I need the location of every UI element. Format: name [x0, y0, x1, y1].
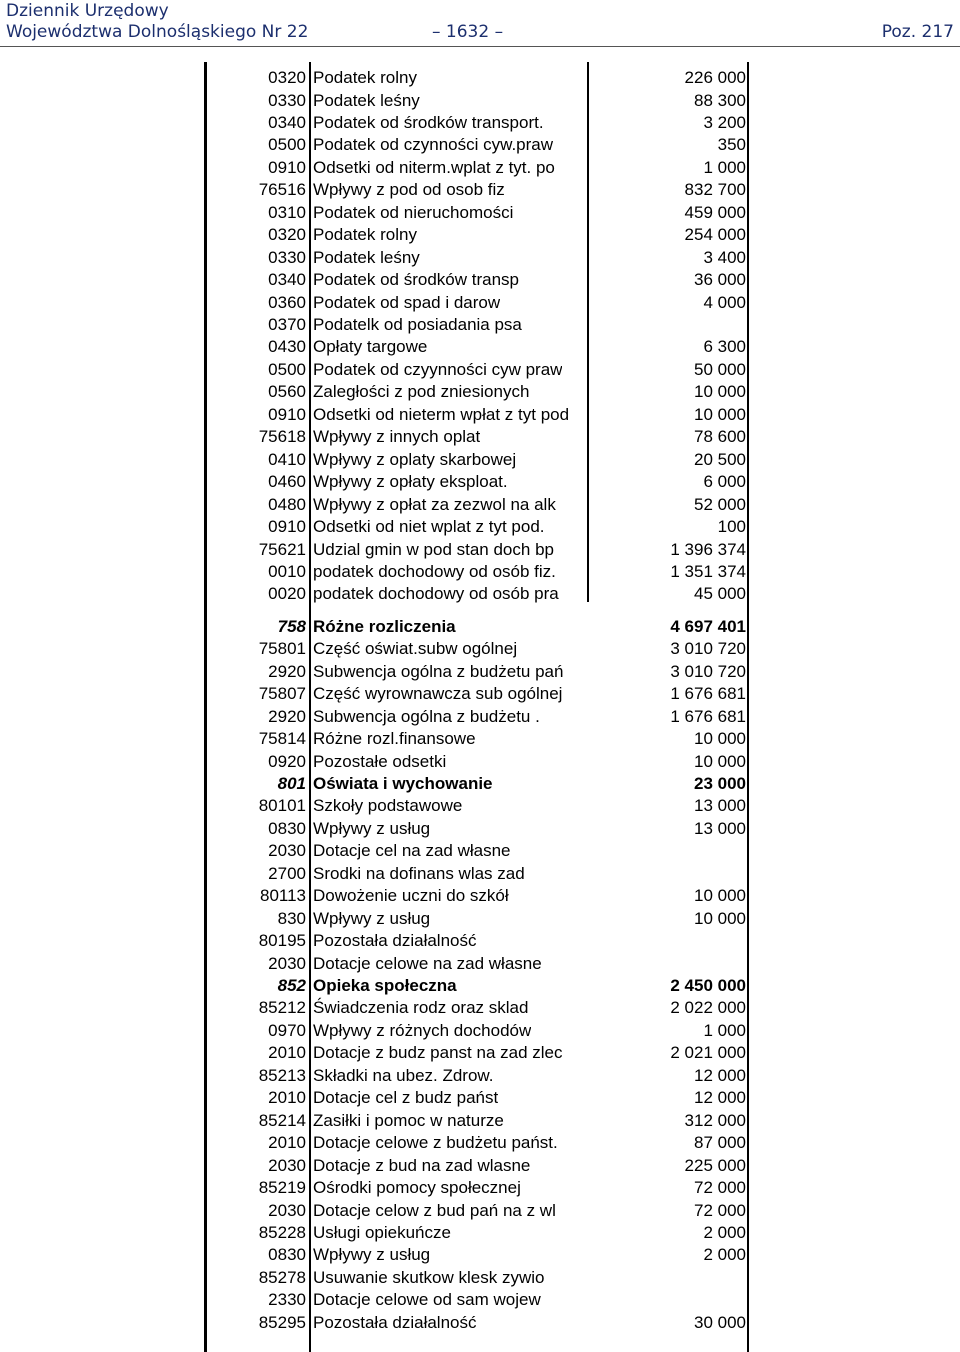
row-amount: 30 000 — [694, 1312, 746, 1332]
row-label: Dotacje z budz panst na zad zlec — [313, 1043, 563, 1063]
row-label: Podatek od czynności cyw.praw — [313, 135, 554, 155]
row-label: Usuwanie skutkow klesk zywio — [313, 1267, 545, 1287]
row-amount: 1 676 681 — [670, 684, 746, 704]
row-amount: 3 010 720 — [670, 661, 746, 681]
row-label: Wpływy z opłaty eksploat. — [313, 472, 508, 492]
journal-subtitle: Województwa Dolnośląskiego Nr 22 — [6, 22, 309, 42]
table-row — [0, 291, 960, 314]
row-label: Podatek leśny — [313, 90, 420, 110]
table-row — [0, 750, 960, 773]
table-row — [0, 1041, 960, 1064]
row-label: Pozostała działalność — [313, 931, 477, 951]
row-amount: 1 351 374 — [670, 561, 746, 581]
row-code: 2030 — [268, 841, 306, 861]
row-label: Oświata i wychowanie — [313, 773, 493, 793]
row-amount: 1 000 — [703, 1020, 746, 1040]
row-label: Ośrodki pomocy społecznej — [313, 1178, 521, 1197]
row-code: 0010 — [268, 561, 306, 581]
table-row — [0, 727, 960, 750]
row-label: Opieka społeczna — [313, 976, 457, 995]
table-row — [0, 313, 960, 336]
row-code: 75618 — [258, 427, 306, 447]
row-code: 0330 — [268, 247, 306, 267]
row-label: Podatek rolny — [313, 68, 417, 87]
row-label: Wpływy z różnych dochodów — [313, 1020, 532, 1040]
row-amount: 4 000 — [703, 292, 746, 312]
row-label: Odsetki od niterm.wplat z tyt. po — [313, 157, 555, 177]
row-label: Wpływy z opłat za zezwol na alk — [313, 494, 556, 514]
table-row — [0, 1243, 960, 1266]
row-amount: 350 — [717, 135, 746, 155]
table-row — [0, 1131, 960, 1154]
row-amount: 225 000 — [684, 1155, 746, 1175]
row-amount: 832 700 — [684, 180, 746, 200]
table-row — [0, 1288, 960, 1311]
row-label: Dotacje celowe na zad własne — [313, 953, 542, 973]
row-label: Podatek od nieruchomości — [313, 202, 514, 222]
row-amount: 1 000 — [703, 157, 746, 177]
table-row — [0, 246, 960, 269]
row-label: Dotacje celowe od sam wojew — [313, 1290, 541, 1310]
row-label: Podatelk od posiadania psa — [313, 314, 522, 334]
row-code: 0500 — [268, 359, 306, 379]
row-label: podatek dochodowy od osób pra — [313, 584, 559, 604]
row-code: 0920 — [268, 751, 306, 771]
row-code: 0310 — [268, 202, 306, 222]
row-code: 2920 — [268, 661, 306, 681]
table-row — [0, 156, 960, 179]
row-label: Wpływy z pod od osob fiz — [313, 180, 505, 200]
row-label: Pozostałe odsetki — [313, 751, 447, 771]
table-row — [0, 884, 960, 907]
row-amount: 87 000 — [694, 1133, 746, 1153]
table-row — [0, 929, 960, 952]
table-row — [0, 862, 960, 885]
row-amount: 13 000 — [694, 818, 746, 838]
table-row — [0, 89, 960, 112]
row-amount: 72 000 — [694, 1200, 746, 1220]
row-code: 85219 — [258, 1178, 306, 1197]
position-number: Poz. 217 — [881, 22, 954, 42]
table-row — [0, 582, 960, 605]
row-code: 85213 — [258, 1065, 306, 1085]
row-amount: 1 396 374 — [670, 539, 746, 559]
row-label: Część oświat.subw ogólnej — [313, 639, 518, 659]
table-row — [0, 907, 960, 930]
row-label: Dowożenie uczni do szkół — [313, 886, 509, 906]
row-label: Składki na ubez. Zdrow. — [313, 1065, 494, 1085]
row-label: Podatek od środków transp — [313, 270, 520, 289]
row-amount: 88 300 — [694, 90, 746, 110]
table-row — [0, 682, 960, 705]
table-row — [0, 111, 960, 134]
row-label: Subwencja ogólna z budżetu . — [313, 706, 540, 726]
row-code: 0910 — [268, 157, 306, 177]
row-label: Podatek od czyynności cyw praw — [313, 359, 563, 379]
row-code: 0370 — [268, 314, 306, 334]
table-row — [0, 268, 960, 291]
table-row — [0, 705, 960, 728]
row-amount: 52 000 — [694, 494, 746, 514]
row-code: 2330 — [268, 1290, 306, 1310]
table-row — [0, 201, 960, 224]
row-code: 85278 — [258, 1267, 306, 1287]
row-code: 0910 — [268, 404, 306, 424]
row-amount: 226 000 — [684, 68, 746, 87]
table-row — [0, 839, 960, 862]
row-label: Wpływy z oplaty skarbowej — [313, 449, 517, 469]
table-row — [0, 952, 960, 975]
table-row — [0, 637, 960, 660]
row-label: Różne rozl.finansowe — [313, 729, 476, 748]
row-amount: 10 000 — [694, 886, 746, 906]
row-label: Dotacje celow z bud pań na z wl — [313, 1200, 556, 1220]
row-code: 85295 — [258, 1312, 306, 1332]
row-amount: 13 000 — [694, 796, 746, 816]
row-code: 0970 — [268, 1020, 306, 1040]
row-code: 2010 — [268, 1133, 306, 1153]
row-label: Część wyrownawcza sub ogólnej — [313, 684, 563, 704]
page-number: – 1632 – — [432, 22, 504, 42]
row-code: 76516 — [258, 180, 306, 200]
row-code: 2010 — [268, 1043, 306, 1063]
row-code: 2700 — [268, 863, 306, 883]
row-amount: 3 200 — [703, 112, 746, 132]
row-amount: 312 000 — [684, 1110, 746, 1130]
row-code: 0480 — [268, 494, 306, 514]
row-amount: 36 000 — [694, 270, 746, 289]
table-row — [0, 403, 960, 426]
row-code: 75621 — [258, 539, 306, 559]
row-code: 80101 — [258, 796, 306, 816]
table-row — [0, 178, 960, 201]
row-amount: 23 000 — [694, 773, 746, 793]
table-row — [0, 223, 960, 246]
table-row — [0, 1086, 960, 1109]
row-amount: 3 010 720 — [670, 639, 746, 659]
table-row — [0, 425, 960, 448]
row-amount: 3 400 — [703, 247, 746, 267]
row-label: Szkoły podstawowe — [313, 796, 463, 816]
row-label: Zaległości z pod zniesionych — [313, 382, 530, 402]
row-label: podatek dochodowy od osób fiz. — [313, 561, 556, 581]
table-row — [0, 358, 960, 381]
row-code: 85228 — [258, 1223, 306, 1242]
row-label: Subwencja ogólna z budżetu pań — [313, 661, 564, 681]
row-amount: 10 000 — [694, 729, 746, 748]
row-amount: 2 022 000 — [670, 998, 746, 1018]
table-row — [0, 538, 960, 561]
row-label: Świadczenia rodz oraz sklad — [313, 998, 529, 1018]
row-amount: 100 — [717, 517, 746, 536]
row-label: Podatek od środków transport. — [313, 112, 544, 132]
table-row — [0, 1019, 960, 1042]
table-row — [0, 1266, 960, 1289]
row-code: 830 — [277, 908, 306, 928]
row-label: Podatek rolny — [313, 225, 417, 245]
table-row — [0, 1064, 960, 1087]
row-code: 0910 — [268, 517, 306, 536]
row-code: 0020 — [268, 584, 306, 604]
table-row — [0, 66, 960, 89]
row-amount: 10 000 — [694, 404, 746, 424]
row-label: Podatek leśny — [313, 247, 420, 267]
row-code: 2030 — [268, 1155, 306, 1175]
table-row — [0, 515, 960, 538]
row-label: Opłaty targowe — [313, 337, 428, 357]
table-row — [0, 1109, 960, 1132]
row-amount: 10 000 — [694, 382, 746, 402]
row-code: 85214 — [258, 1110, 306, 1130]
row-label: Wpływy z innych oplat — [313, 427, 481, 447]
row-label: Usługi opiekuńcze — [313, 1223, 451, 1242]
row-label: Srodki na dofinans wlas zad — [313, 863, 525, 883]
table-row — [0, 380, 960, 403]
table-row — [0, 660, 960, 683]
row-amount: 2 000 — [703, 1245, 746, 1265]
table-row — [0, 560, 960, 583]
row-code: 0360 — [268, 292, 306, 312]
row-label: Różne rozliczenia — [313, 616, 456, 636]
row-label: Udzial gmin w pod stan doch bp — [313, 539, 554, 559]
table-row — [0, 493, 960, 516]
row-amount: 10 000 — [694, 908, 746, 928]
row-amount: 12 000 — [694, 1088, 746, 1108]
row-amount: 2 000 — [703, 1223, 746, 1242]
row-code: 75807 — [258, 684, 306, 704]
row-label: Dotacje celowe z budżetu państ. — [313, 1133, 558, 1153]
row-label: Dotacje cel z budz państ — [313, 1088, 499, 1108]
row-amount: 2 450 000 — [670, 976, 746, 995]
row-amount: 78 600 — [694, 427, 746, 447]
table-row — [0, 794, 960, 817]
table-row — [0, 974, 960, 997]
table-row — [0, 448, 960, 471]
table-row — [0, 996, 960, 1019]
table-row — [0, 772, 960, 795]
table-row — [0, 470, 960, 493]
row-amount: 254 000 — [684, 225, 746, 245]
row-amount: 20 500 — [694, 449, 746, 469]
row-code: 2010 — [268, 1088, 306, 1108]
table-row — [0, 1221, 960, 1244]
table-row — [0, 1311, 960, 1334]
row-label: Odsetki od nieterm wpłat z tyt pod — [313, 404, 570, 424]
row-code: 0500 — [268, 135, 306, 155]
row-amount: 6 000 — [703, 472, 746, 492]
row-code: 2030 — [268, 1200, 306, 1220]
row-amount: 4 697 401 — [670, 616, 746, 636]
table-row — [0, 335, 960, 358]
row-amount: 459 000 — [684, 202, 746, 222]
row-code: 0320 — [268, 68, 306, 87]
row-code: 2030 — [268, 953, 306, 973]
row-code: 0340 — [268, 270, 306, 289]
table-row — [0, 817, 960, 840]
row-amount: 12 000 — [694, 1065, 746, 1085]
row-label: Wpływy z usług — [313, 1245, 431, 1265]
row-amount: 2 021 000 — [670, 1043, 746, 1063]
table-row — [0, 1154, 960, 1177]
row-amount: 50 000 — [694, 359, 746, 379]
row-amount: 45 000 — [694, 584, 746, 604]
row-code: 0410 — [268, 449, 306, 469]
row-code: 80195 — [258, 931, 306, 951]
row-label: Zasiłki i pomoc w naturze — [313, 1110, 504, 1130]
row-code: 2920 — [268, 706, 306, 726]
page-header — [0, 0, 960, 47]
row-code: 852 — [277, 976, 306, 995]
row-code: 0430 — [268, 337, 306, 357]
row-code: 0340 — [268, 112, 306, 132]
journal-title: Dziennik Urzędowy — [6, 1, 169, 21]
row-amount: 72 000 — [694, 1178, 746, 1197]
row-label: Pozostała działalność — [313, 1312, 477, 1332]
row-amount: 1 676 681 — [670, 706, 746, 726]
row-code: 801 — [277, 773, 306, 793]
table-row — [0, 133, 960, 156]
row-label: Wpływy z usług — [313, 908, 431, 928]
row-label: Podatek od spad i darow — [313, 292, 501, 312]
row-code: 758 — [277, 616, 306, 636]
row-code: 75801 — [258, 639, 306, 659]
row-code: 0320 — [268, 225, 306, 245]
table-row — [0, 1199, 960, 1222]
row-code: 0330 — [268, 90, 306, 110]
row-label: Dotacje cel na zad własne — [313, 841, 511, 861]
table-row — [0, 615, 960, 638]
table-row — [0, 1176, 960, 1199]
row-label: Odsetki od niet wplat z tyt pod. — [313, 517, 545, 536]
row-amount: 6 300 — [703, 337, 746, 357]
row-code: 75814 — [258, 729, 306, 748]
row-code: 85212 — [258, 998, 306, 1018]
row-code: 80113 — [259, 886, 306, 906]
row-amount: 10 000 — [694, 751, 746, 771]
row-code: 0830 — [268, 818, 306, 838]
row-label: Wpływy z usług — [313, 818, 431, 838]
row-code: 0460 — [268, 472, 306, 492]
row-label: Dotacje z bud na zad wlasne — [313, 1155, 531, 1175]
row-code: 0560 — [268, 382, 306, 402]
row-code: 0830 — [268, 1245, 306, 1265]
